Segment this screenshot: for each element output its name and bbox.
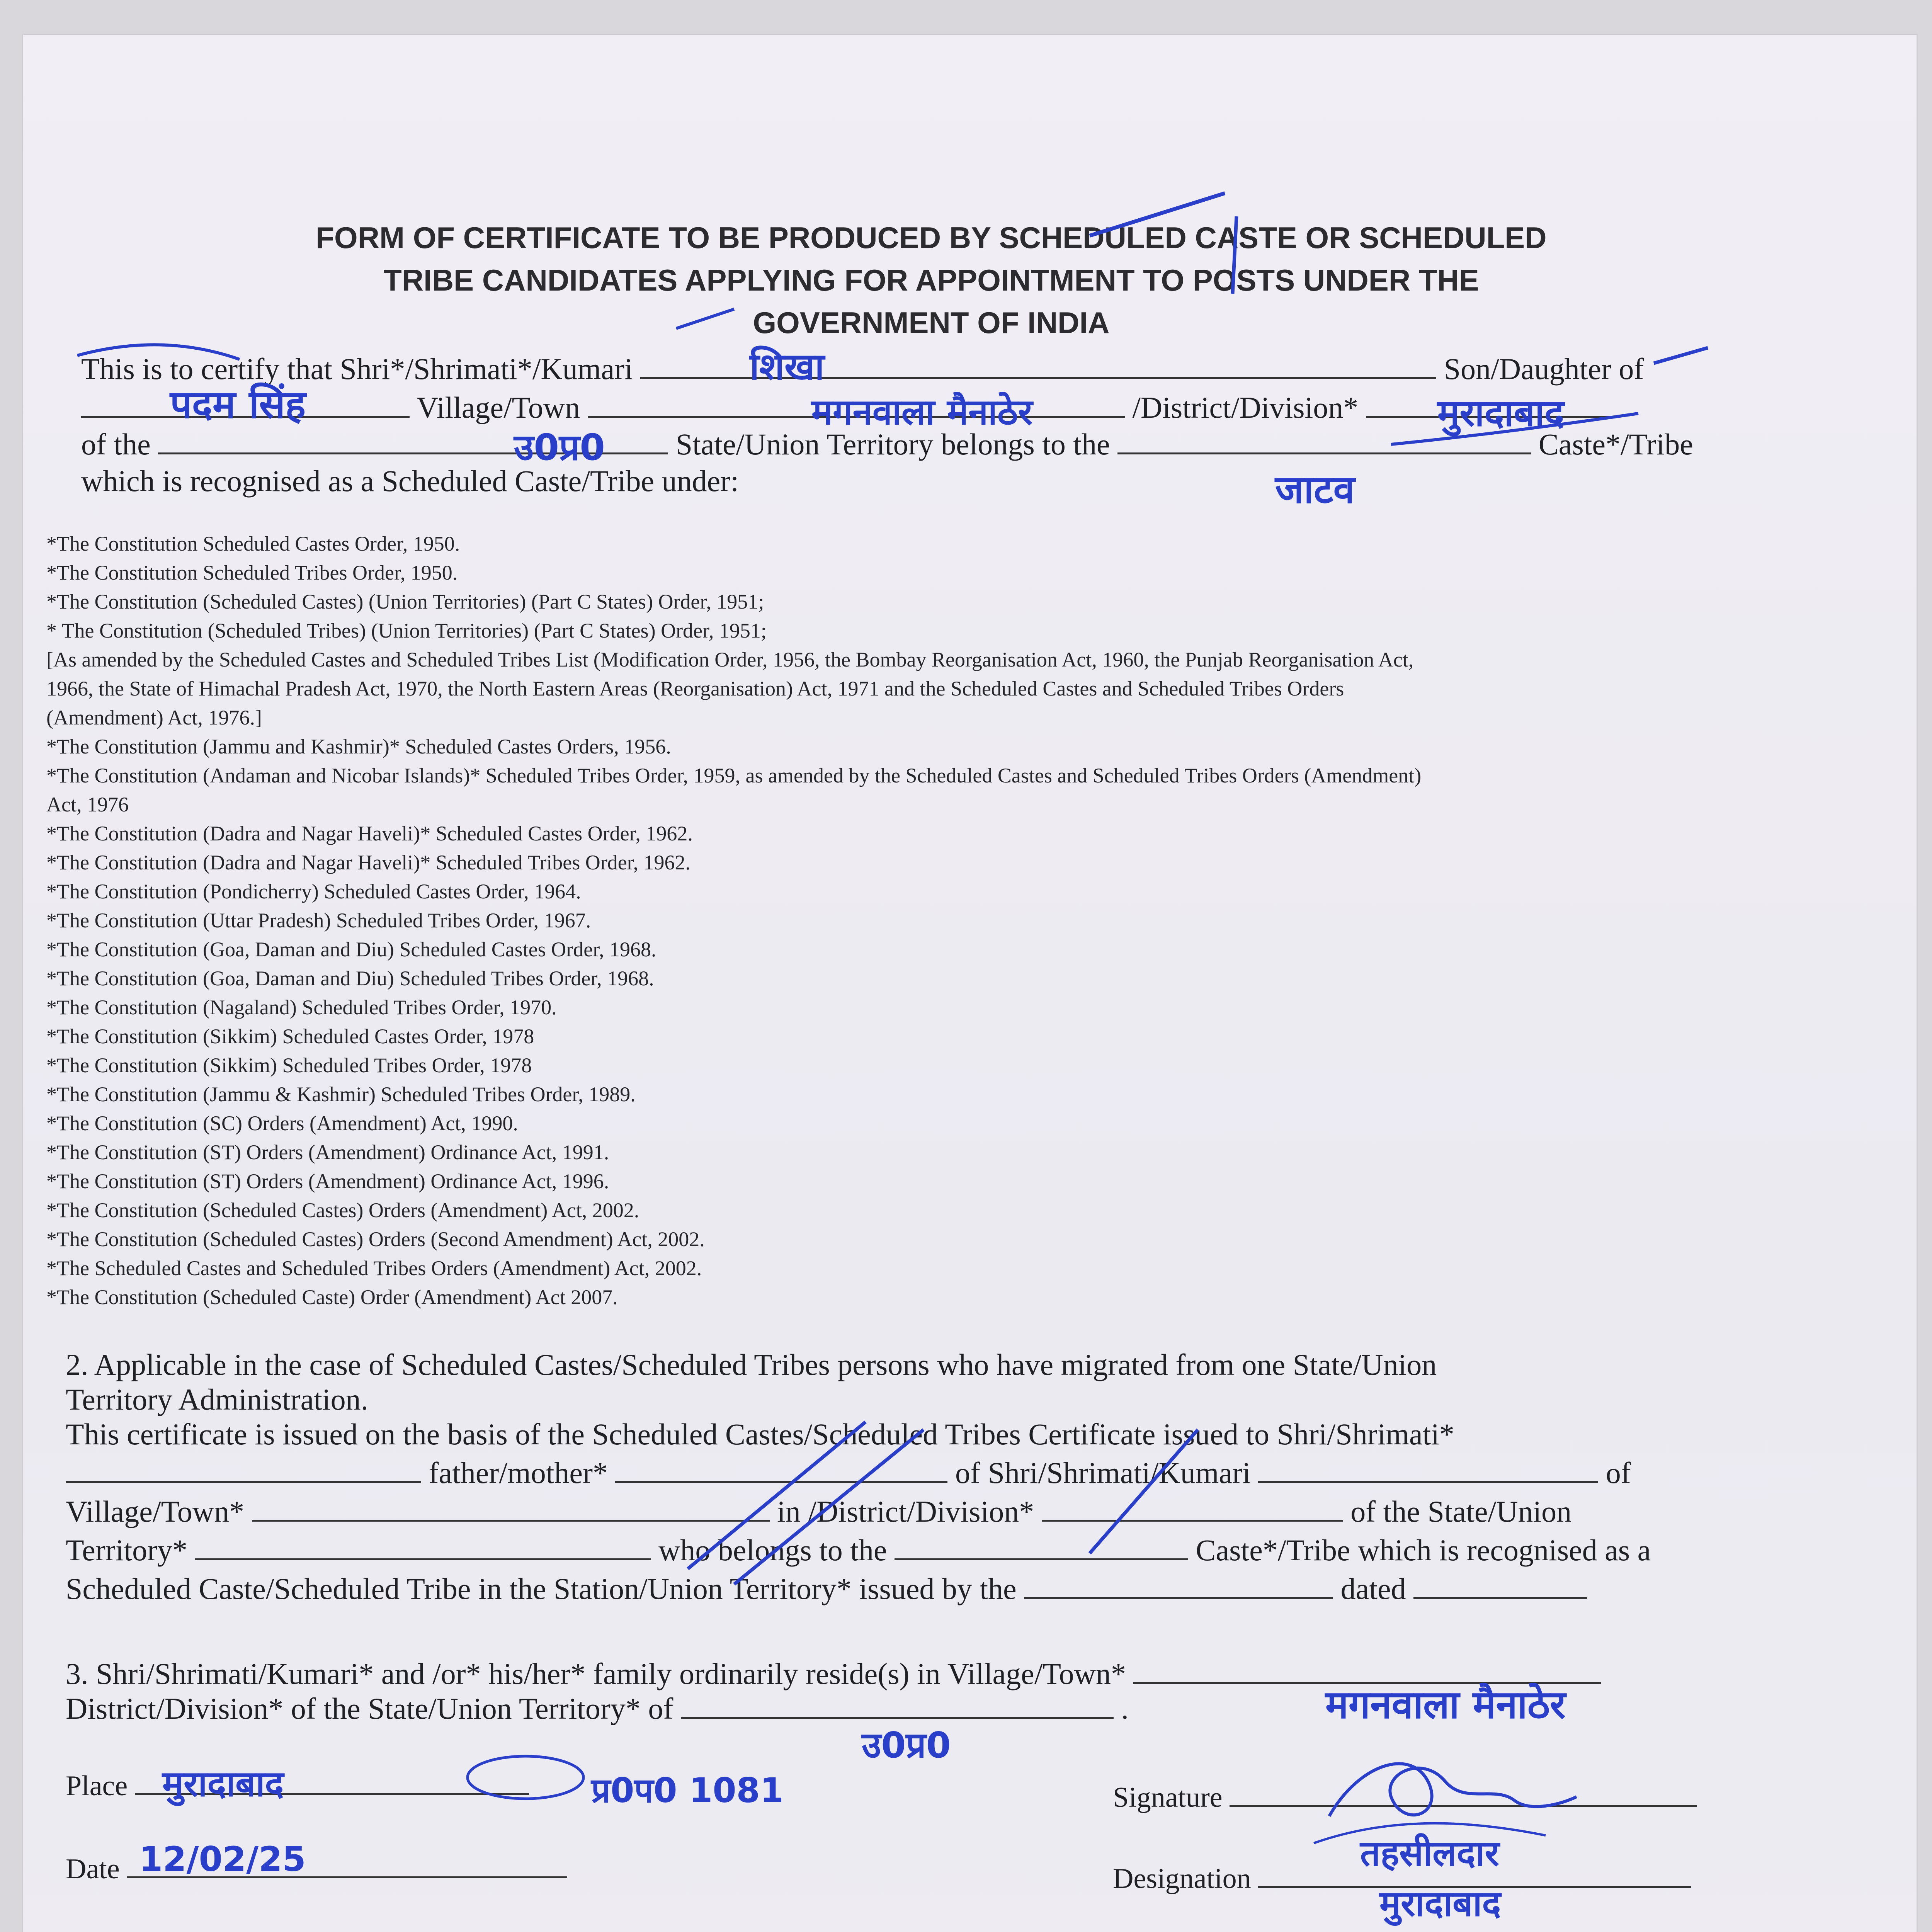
order-item: *The Constitution (Sikkim) Scheduled Castes Order, 1978: [46, 1025, 534, 1048]
order-item: *The Constitution (Sikkim) Scheduled Tribes Order, 1978: [46, 1054, 532, 1077]
order-item: *The Constitution (Dadra and Nagar Haveli)* Scheduled Castes Order, 1962.: [46, 822, 693, 845]
order-item: *The Constitution (Scheduled Castes) Orders (Second Amendment) Act, 2002.: [46, 1228, 705, 1251]
sec2-line-5: Village/Town* in /District/Division* of the State/Union: [66, 1495, 1572, 1528]
sec2-line-7: Scheduled Caste/Scheduled Tribe in the Station/Union Territory* issued by the dated: [66, 1569, 1587, 1609]
hand-father-name: पदम सिंह: [170, 382, 306, 427]
orders-list: [46, 529, 1747, 1312]
circle-marks: [0, 1739, 1932, 1932]
order-item: *The Constitution (Goa, Daman and Diu) Scheduled Castes Order, 1968.: [46, 938, 656, 961]
cert-line-4: which is recognised as a Scheduled Caste/Tribe under:: [81, 464, 739, 498]
title-line-2: TRIBE CANDIDATES APPLYING FOR APPOINTMENT TO POSTS UNDER THE: [383, 263, 1479, 297]
hand-district: मुरादाबाद: [1437, 391, 1565, 435]
hand-place-code: प्र0प0 1081: [591, 1770, 784, 1810]
hand-village: मगनवाला मैनाठेर: [811, 391, 1033, 433]
title-line-3: GOVERNMENT OF INDIA: [753, 306, 1110, 340]
order-item: *The Constitution (Pondicherry) Scheduled Castes Order, 1964.: [46, 880, 581, 903]
order-item: * The Constitution (Scheduled Tribes) (Union Territories) (Part C States) Order, 1951;: [46, 619, 767, 642]
ink-strokes-top: [0, 0, 1932, 541]
order-item: *The Constitution (Nagaland) Scheduled Tribes Order, 1970.: [46, 996, 557, 1019]
sec3-line-2: District/Division* of the State/Union Territory* of .: [66, 1692, 1129, 1725]
order-item: *The Constitution (Jammu & Kashmir) Scheduled Tribes Order, 1989.: [46, 1083, 636, 1106]
designation-row: Designation: [1113, 1859, 1691, 1899]
order-item: *The Constitution (SC) Orders (Amendment) Act, 1990.: [46, 1112, 518, 1135]
hand-residence-state: उ0प्र0: [862, 1725, 951, 1766]
hand-residence-village: मगनवाला मैनाठेर: [1325, 1682, 1566, 1727]
order-item: *The Constitution (ST) Orders (Amendment) Ordinance Act, 1991.: [46, 1141, 609, 1164]
hand-designation-2: मुरादाबाद: [1379, 1883, 1501, 1924]
sec2-line-6: Territory* who belongs to the Caste*/Tribe which is recognised as a: [66, 1533, 1651, 1567]
hand-caste: जाटव: [1275, 467, 1355, 512]
order-item: *The Constitution (Andaman and Nicobar Islands)* Scheduled Tribes Order, 1959, as amended by the Scheduled Castes and Scheduled Tribes Orders (Amendment): [46, 764, 1422, 787]
order-item: *The Constitution Scheduled Tribes Order, 1950.: [46, 561, 458, 584]
order-item: [As amended by the Scheduled Castes and Scheduled Tribes List (Modification Order, 1956, the Bombay Reorganisation Act, 1960, the Punjab Reorganisation Act,: [46, 648, 1414, 671]
sec2-line-4: father/mother* of Shri/Shrimati/Kumari of: [66, 1453, 1631, 1493]
signature-row: Signature: [1113, 1777, 1697, 1818]
hand-candidate-name: शिखा: [750, 345, 825, 388]
order-item: *The Constitution (ST) Orders (Amendment) Ordinance Act, 1996.: [46, 1170, 609, 1193]
order-item: *The Constitution (Scheduled Caste) Order (Amendment) Act 2007.: [46, 1286, 618, 1309]
cert-line-2: Village/Town /District/Division*: [81, 388, 1617, 427]
order-item: Act, 1976: [46, 793, 129, 816]
hand-date: 12/02/25: [139, 1839, 306, 1879]
sec2-line-1: 2. Applicable in the case of Scheduled Castes/Scheduled Tribes persons who have migrated from one State/Union: [66, 1348, 1437, 1381]
cert-line-1: This is to certify that Shri*/Shrimati*/Kumari Son/Daughter of: [81, 352, 1644, 386]
order-item: *The Constitution (Jammu and Kashmir)* Scheduled Castes Orders, 1956.: [46, 735, 671, 758]
order-item: 1966, the State of Himachal Pradesh Act, 1970, the North Eastern Areas (Reorganisation) Act, 1971 and the Scheduled Castes and Scheduled Tribes Orders: [46, 677, 1344, 700]
hand-place: मुरादाबाद: [162, 1763, 284, 1804]
order-item: (Amendment) Act, 1976.]: [46, 706, 262, 729]
hand-designation-1: तहसीलदार: [1360, 1833, 1499, 1874]
sec2-line-3: This certificate is issued on the basis of the Scheduled Castes/Scheduled Tribes Certificate issued to Shri/Shrimati*: [66, 1417, 1454, 1451]
cert-line-3: of the State/Union Territory belongs to the Caste*/Tribe: [81, 427, 1693, 461]
order-item: *The Constitution (Dadra and Nagar Haveli)* Scheduled Tribes Order, 1962.: [46, 851, 690, 874]
order-item: *The Scheduled Castes and Scheduled Tribes Orders (Amendment) Act, 2002.: [46, 1257, 702, 1280]
order-item: *The Constitution (Scheduled Castes) (Union Territories) (Part C States) Order, 1951;: [46, 590, 764, 613]
sec2-line-2: Territory Administration.: [66, 1383, 369, 1416]
date-row: Date: [66, 1849, 567, 1889]
order-item: *The Constitution (Uttar Pradesh) Scheduled Tribes Order, 1967.: [46, 909, 591, 932]
sec3-line-1: 3. Shri/Shrimati/Kumari* and /or* his/her* family ordinarily reside(s) in Village/Town*: [66, 1654, 1601, 1694]
hand-state: उ0प्र0: [514, 427, 605, 469]
section-2-strike-marks: [0, 1406, 1932, 1600]
order-item: *The Constitution (Goa, Daman and Diu) Scheduled Tribes Order, 1968.: [46, 967, 654, 990]
order-item: *The Constitution Scheduled Castes Order, 1950.: [46, 532, 460, 555]
order-item: *The Constitution (Scheduled Castes) Orders (Amendment) Act, 2002.: [46, 1199, 639, 1222]
title-line-1: FORM OF CERTIFICATE TO BE PRODUCED BY SCHEDULED CASTE OR SCHEDULED: [316, 221, 1547, 255]
place-row: Place: [66, 1766, 529, 1806]
